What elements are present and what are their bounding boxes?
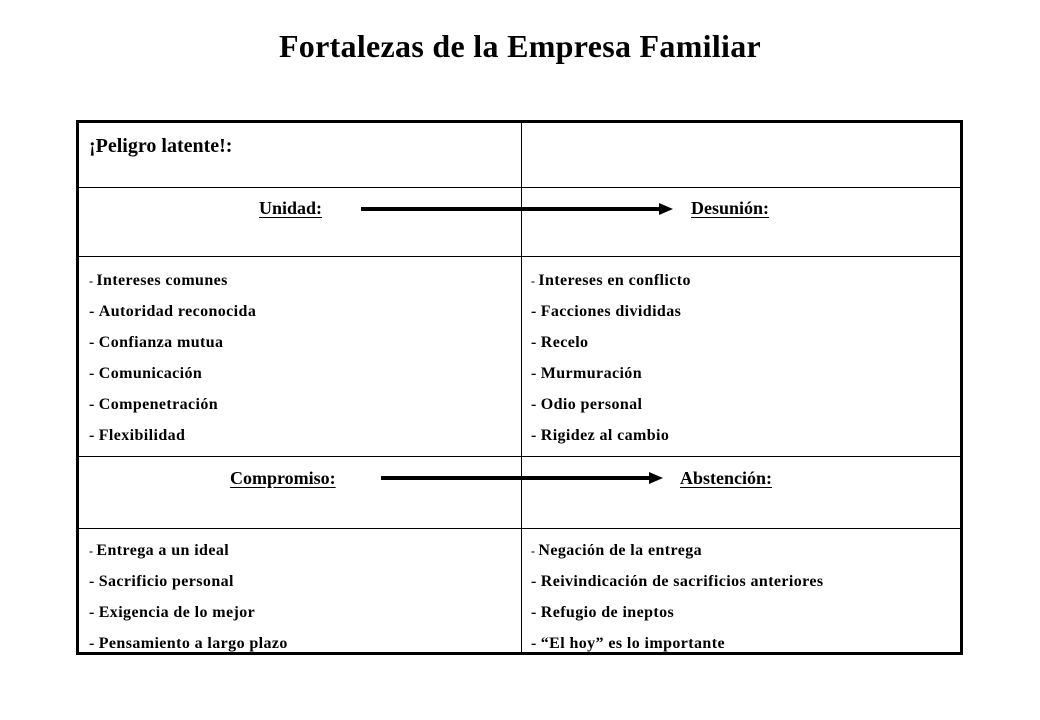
list-item: - Confianza mutua [89,334,224,351]
list-item: - Entrega a un ideal [89,542,230,559]
abstention-label: Abstención: [680,468,773,488]
list-item: - Murmuración [531,365,643,382]
list-item: - Flexibilidad [89,427,186,444]
danger-label: ¡Peligro latente!: [89,135,233,157]
row-divider [79,456,960,457]
list-item: - Intereses comunes [89,272,228,289]
unity-label: Unidad: [259,198,323,218]
transition-arrow [381,471,671,485]
list-item: - Refugio de ineptos [531,604,675,621]
list-item: - Facciones divididas [531,303,682,320]
list-item: - Compenetración [89,396,219,413]
commitment-label: Compromiso: [230,468,336,488]
row-divider [79,187,960,188]
list-item: - Comunicación [89,365,203,382]
list-item: - Exigencia de lo mejor [89,604,256,621]
unity-list [89,265,256,451]
row-divider [79,256,960,257]
list-item: - Negación de la entrega [531,542,702,559]
row-divider [79,528,960,529]
list-item: - Pensamiento a largo plazo [89,635,288,652]
disunion-label: Desunión: [691,198,770,218]
list-item: - Sacrificio personal [89,573,234,590]
disunion-list [531,265,691,451]
page-title: Fortalezas de la Empresa Familiar [278,28,762,64]
commitment-list [89,535,288,659]
list-item: - “El hoy” es lo importante [531,635,725,652]
list-item: - Reivindicación de sacrificios anteriores [531,573,824,590]
list-item: - Intereses en conflicto [531,272,691,289]
strengths-table [76,120,963,655]
transition-arrow [361,202,681,216]
list-item: - Autoridad reconocida [89,303,257,320]
list-item: - Recelo [531,334,589,351]
list-item: - Rigidez al cambio [531,427,670,444]
abstention-list [531,535,824,659]
list-item: - Odio personal [531,396,643,413]
